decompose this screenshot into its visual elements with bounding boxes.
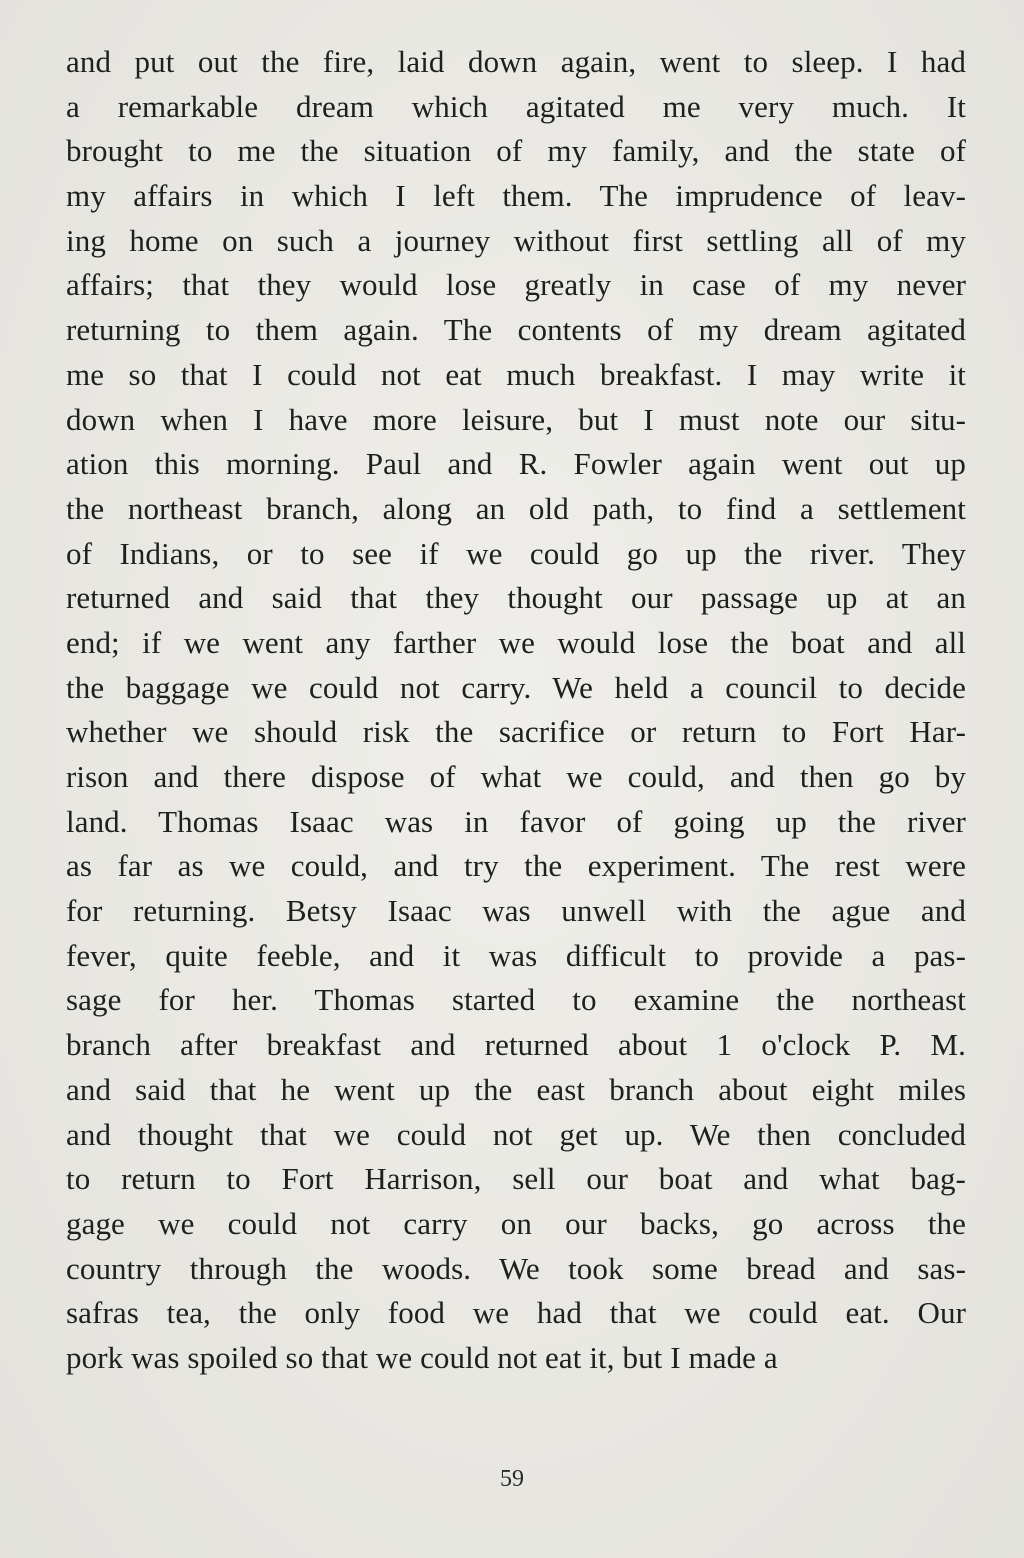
text-line: a remarkable dream which agitated me very much. It <box>66 88 966 124</box>
text-line: branch after breakfast and returned about 1 o'clock P. M. <box>66 1027 966 1063</box>
text-line: for returning. Betsy Isaac was unwell with the ague and <box>66 893 966 929</box>
text-line: rison and there dispose of what we could, and then go by <box>66 759 966 794</box>
page-number: 59 <box>500 1466 524 1492</box>
text-line: end; if we went any farther we would lose the boat and all <box>66 624 966 660</box>
text-line: land. Thomas Isaac was in favor of going up the river <box>66 803 966 839</box>
text-line: brought to me the situation of my family, and the state of <box>66 133 966 169</box>
text-line: and said that he went up the east branch about eight miles <box>66 1071 966 1107</box>
text-line: the northeast branch, along an old path, to find a settlement <box>66 490 966 526</box>
text-line: gage we could not carry on our backs, go across the <box>66 1205 966 1241</box>
text-line: fever, quite feeble, and it was difficult to provide a pas- <box>66 937 966 973</box>
text-line: whether we should risk the sacrifice or return to Fort Har- <box>66 714 966 750</box>
text-line: to return to Fort Harrison, sell our boat and what bag- <box>66 1161 966 1197</box>
text-line: and put out the fire, laid down again, went to sleep. I had <box>66 44 966 79</box>
text-line: of Indians, or to see if we could go up the river. They <box>66 535 966 571</box>
text-line: country through the woods. We took some bread and sas- <box>66 1250 966 1286</box>
text-line: returning to them again. The contents of my dream agitated <box>66 312 966 348</box>
text-line: the baggage we could not carry. We held a council to decide <box>66 669 966 705</box>
text-line: as far as we could, and try the experiment. The rest were <box>66 848 966 884</box>
text-line: and thought that we could not get up. We then concluded <box>66 1116 966 1152</box>
text-line: pork was spoiled so that we could not eat it, but I made a <box>66 1339 778 1375</box>
text-line: ing home on such a journey without first settling all of my <box>66 222 966 258</box>
text-line: safras tea, the only food we had that we could eat. Our <box>66 1295 966 1331</box>
text-line: down when I have more leisure, but I must note our situ- <box>66 401 966 437</box>
text-line: sage for her. Thomas started to examine the northeast <box>66 982 966 1018</box>
text-line: returned and said that they thought our passage up at an <box>66 580 966 616</box>
text-line: my affairs in which I left them. The imprudence of leav- <box>66 178 966 214</box>
text-line: ation this morning. Paul and R. Fowler again went out up <box>66 446 966 482</box>
text-line: affairs; that they would lose greatly in case of my never <box>66 267 966 303</box>
body-text <box>66 40 966 1381</box>
text-line: me so that I could not eat much breakfast. I may write it <box>66 356 966 392</box>
